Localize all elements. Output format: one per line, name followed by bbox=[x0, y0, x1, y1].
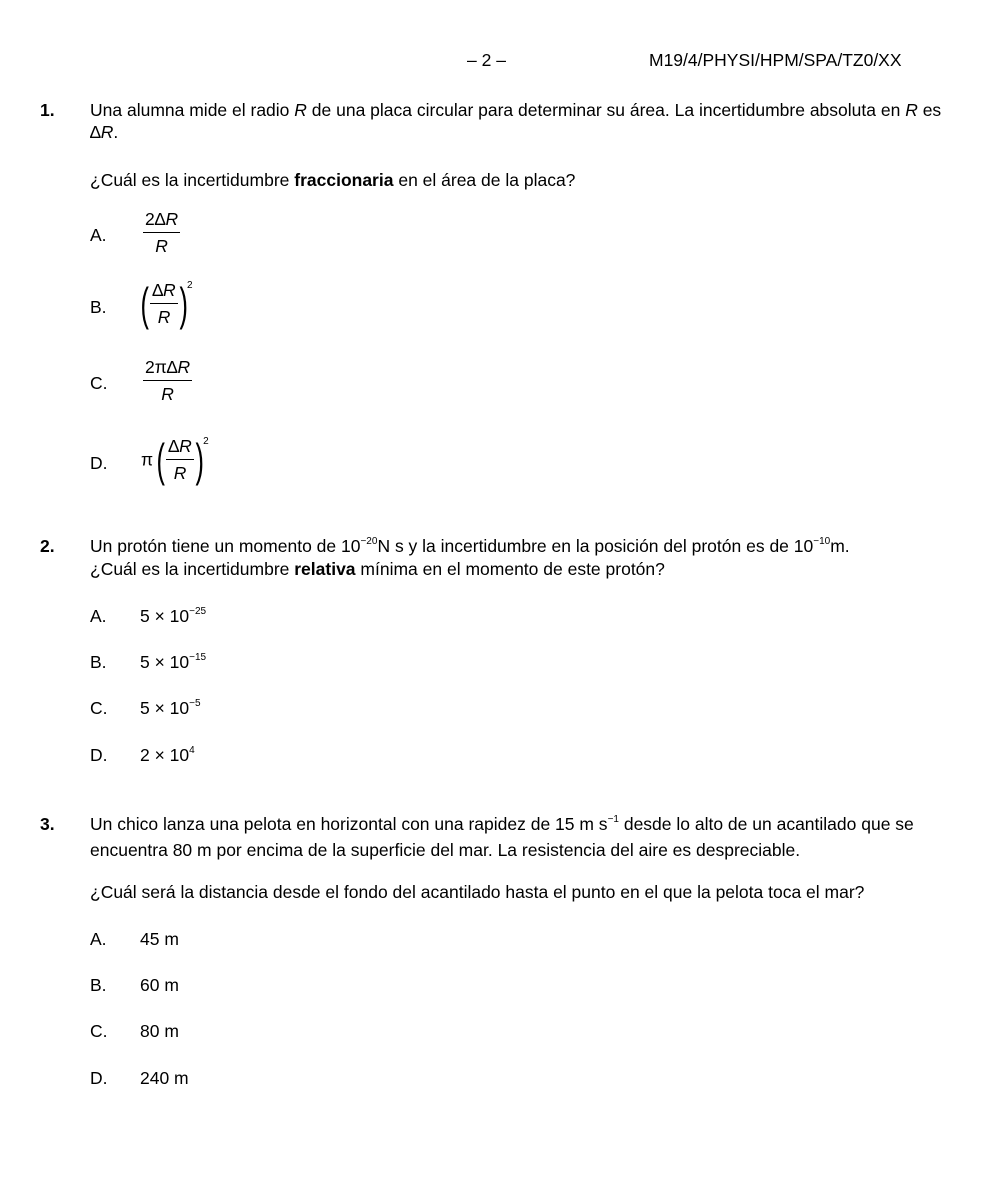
option-c-fraction: $\frac{2\pi\Delta R}{R}$ bbox=[145, 357, 191, 404]
question-number: 2. bbox=[40, 536, 55, 556]
question-prompt: ¿Cuál será la distancia desde el fondo del acantilado hasta el punto en el que la pelota toca el mar? bbox=[90, 882, 865, 902]
option-a-value: 45 m bbox=[140, 929, 179, 949]
option-b-expression: ( $\frac{\Delta R}{R}$ )$^2$ bbox=[140, 277, 193, 330]
question-prompt: ¿Cuál es la incertidumbre relativa mínima en el momento de este protón? bbox=[90, 559, 665, 579]
question-prompt: ¿Cuál es la incertidumbre fraccionaria en el área de la placa? bbox=[90, 170, 576, 190]
option-b-value: 60 m bbox=[140, 975, 179, 995]
option-d-value: $2 \times 10^4$ bbox=[140, 745, 195, 765]
option-letter: D. bbox=[90, 745, 108, 765]
option-letter: D. bbox=[90, 453, 108, 473]
option-b-value: $5 \times 10^{-15}$ bbox=[140, 652, 207, 672]
question-number: 1. bbox=[40, 100, 55, 120]
option-d-expression: π( $\frac{\Delta R}{R}$ )$^2$ bbox=[141, 433, 209, 486]
option-letter: C. bbox=[90, 1021, 108, 1041]
option-c-value: $5 \times 10^{-5}$ bbox=[140, 698, 201, 718]
option-letter: B. bbox=[90, 975, 107, 995]
option-letter: A. bbox=[90, 225, 107, 245]
question-stem: Un protón tiene un momento de $10^{-20}N$ s y la incertidumbre en la posición del protón es de $10^{-10}m$. bbox=[90, 536, 850, 556]
exam-code: M19/4/PHYSI/HPM/SPA/TZ0/XX bbox=[649, 50, 902, 70]
option-letter: B. bbox=[90, 297, 107, 317]
option-letter: D. bbox=[90, 1068, 108, 1088]
option-letter: A. bbox=[90, 606, 107, 626]
question-stem: Un chico lanza una pelota en horizontal con una rapidez de 15 m $s^{-1}$ desde lo alto de un acantilado que se encuentra 80 m por encima de la superficie del mar. La resistencia del aire es despreciable. bbox=[90, 814, 914, 860]
option-a-value: $5 \times 10^{-25}$ bbox=[140, 606, 207, 626]
option-d-value: 240 m bbox=[140, 1068, 189, 1088]
page-number: – 2 – bbox=[467, 50, 506, 70]
question-number: 3. bbox=[40, 814, 55, 834]
option-letter: B. bbox=[90, 652, 107, 672]
delta-r: ∆R bbox=[90, 122, 114, 142]
option-a-fraction: $\frac{2\Delta R}{R}$ bbox=[145, 209, 179, 256]
option-letter: A. bbox=[90, 929, 107, 949]
question-stem: Una alumna mide el radio R de una placa circular para determinar su área. La incertidumbre absoluta en R es ∆R. bbox=[90, 100, 942, 142]
option-letter: C. bbox=[90, 698, 108, 718]
option-c-value: 80 m bbox=[140, 1021, 179, 1041]
option-letter: C. bbox=[90, 373, 108, 393]
